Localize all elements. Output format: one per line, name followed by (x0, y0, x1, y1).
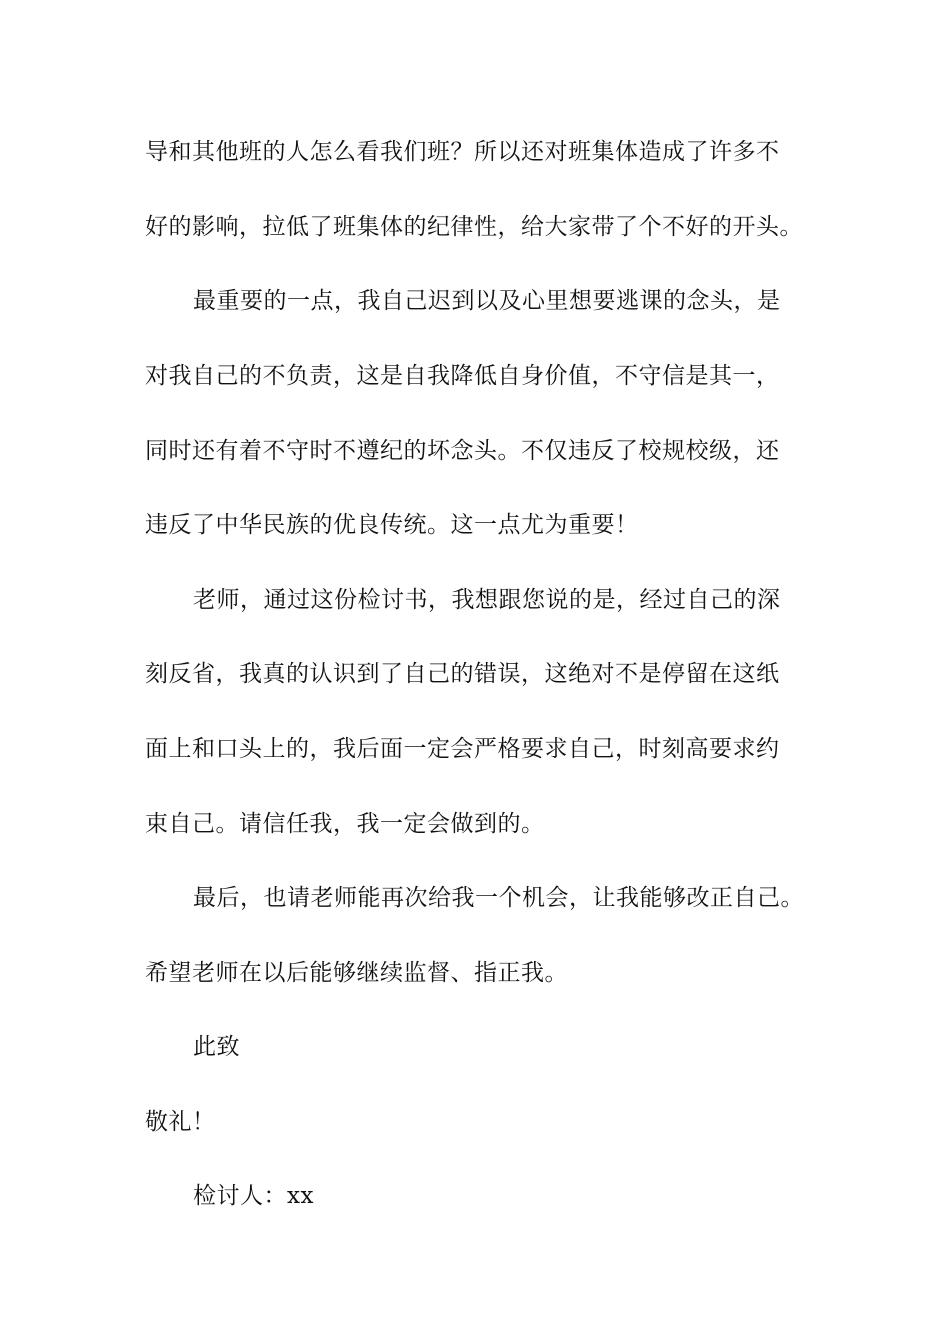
paragraph-line-8: 刻反省，我真的认识到了自己的错误，这绝对不是停留在这纸 (145, 661, 780, 687)
paragraph-line-6: 违反了中华民族的优良传统。这一点尤为重要！ (145, 512, 639, 538)
paragraph-line-3: 最重要的一点，我自己迟到以及心里想要逃课的念头，是 (193, 288, 781, 314)
paragraph-line-2: 好的影响，拉低了班集体的纪律性，给大家带了个不好的开头。 (145, 214, 803, 240)
paragraph-line-12: 希望老师在以后能够继续监督、指正我。 (145, 960, 568, 986)
paragraph-line-5: 同时还有着不守时不遵纪的坏念头。不仅违反了校规校级，还 (145, 438, 780, 464)
signature-line: 检讨人：xx (193, 1183, 314, 1209)
paragraph-line-11: 最后，也请老师能再次给我一个机会，让我能够改正自己。 (193, 885, 804, 911)
paragraph-line-10: 束自己。请信任我，我一定会做到的。 (145, 811, 545, 837)
closing-salutation: 此致 (193, 1034, 240, 1060)
paragraph-line-1: 导和其他班的人怎么看我们班？所以还对班集体造成了许多不 (145, 139, 780, 165)
paragraph-line-4: 对我自己的不负责，这是自我降低自身价值，不守信是其一， (145, 363, 780, 389)
paragraph-line-7: 老师，通过这份检讨书，我想跟您说的是，经过自己的深 (193, 587, 781, 613)
paragraph-line-9: 面上和口头上的，我后面一定会严格要求自己，时刻高要求约 (145, 736, 780, 762)
closing-regards: 敬礼！ (145, 1109, 216, 1135)
